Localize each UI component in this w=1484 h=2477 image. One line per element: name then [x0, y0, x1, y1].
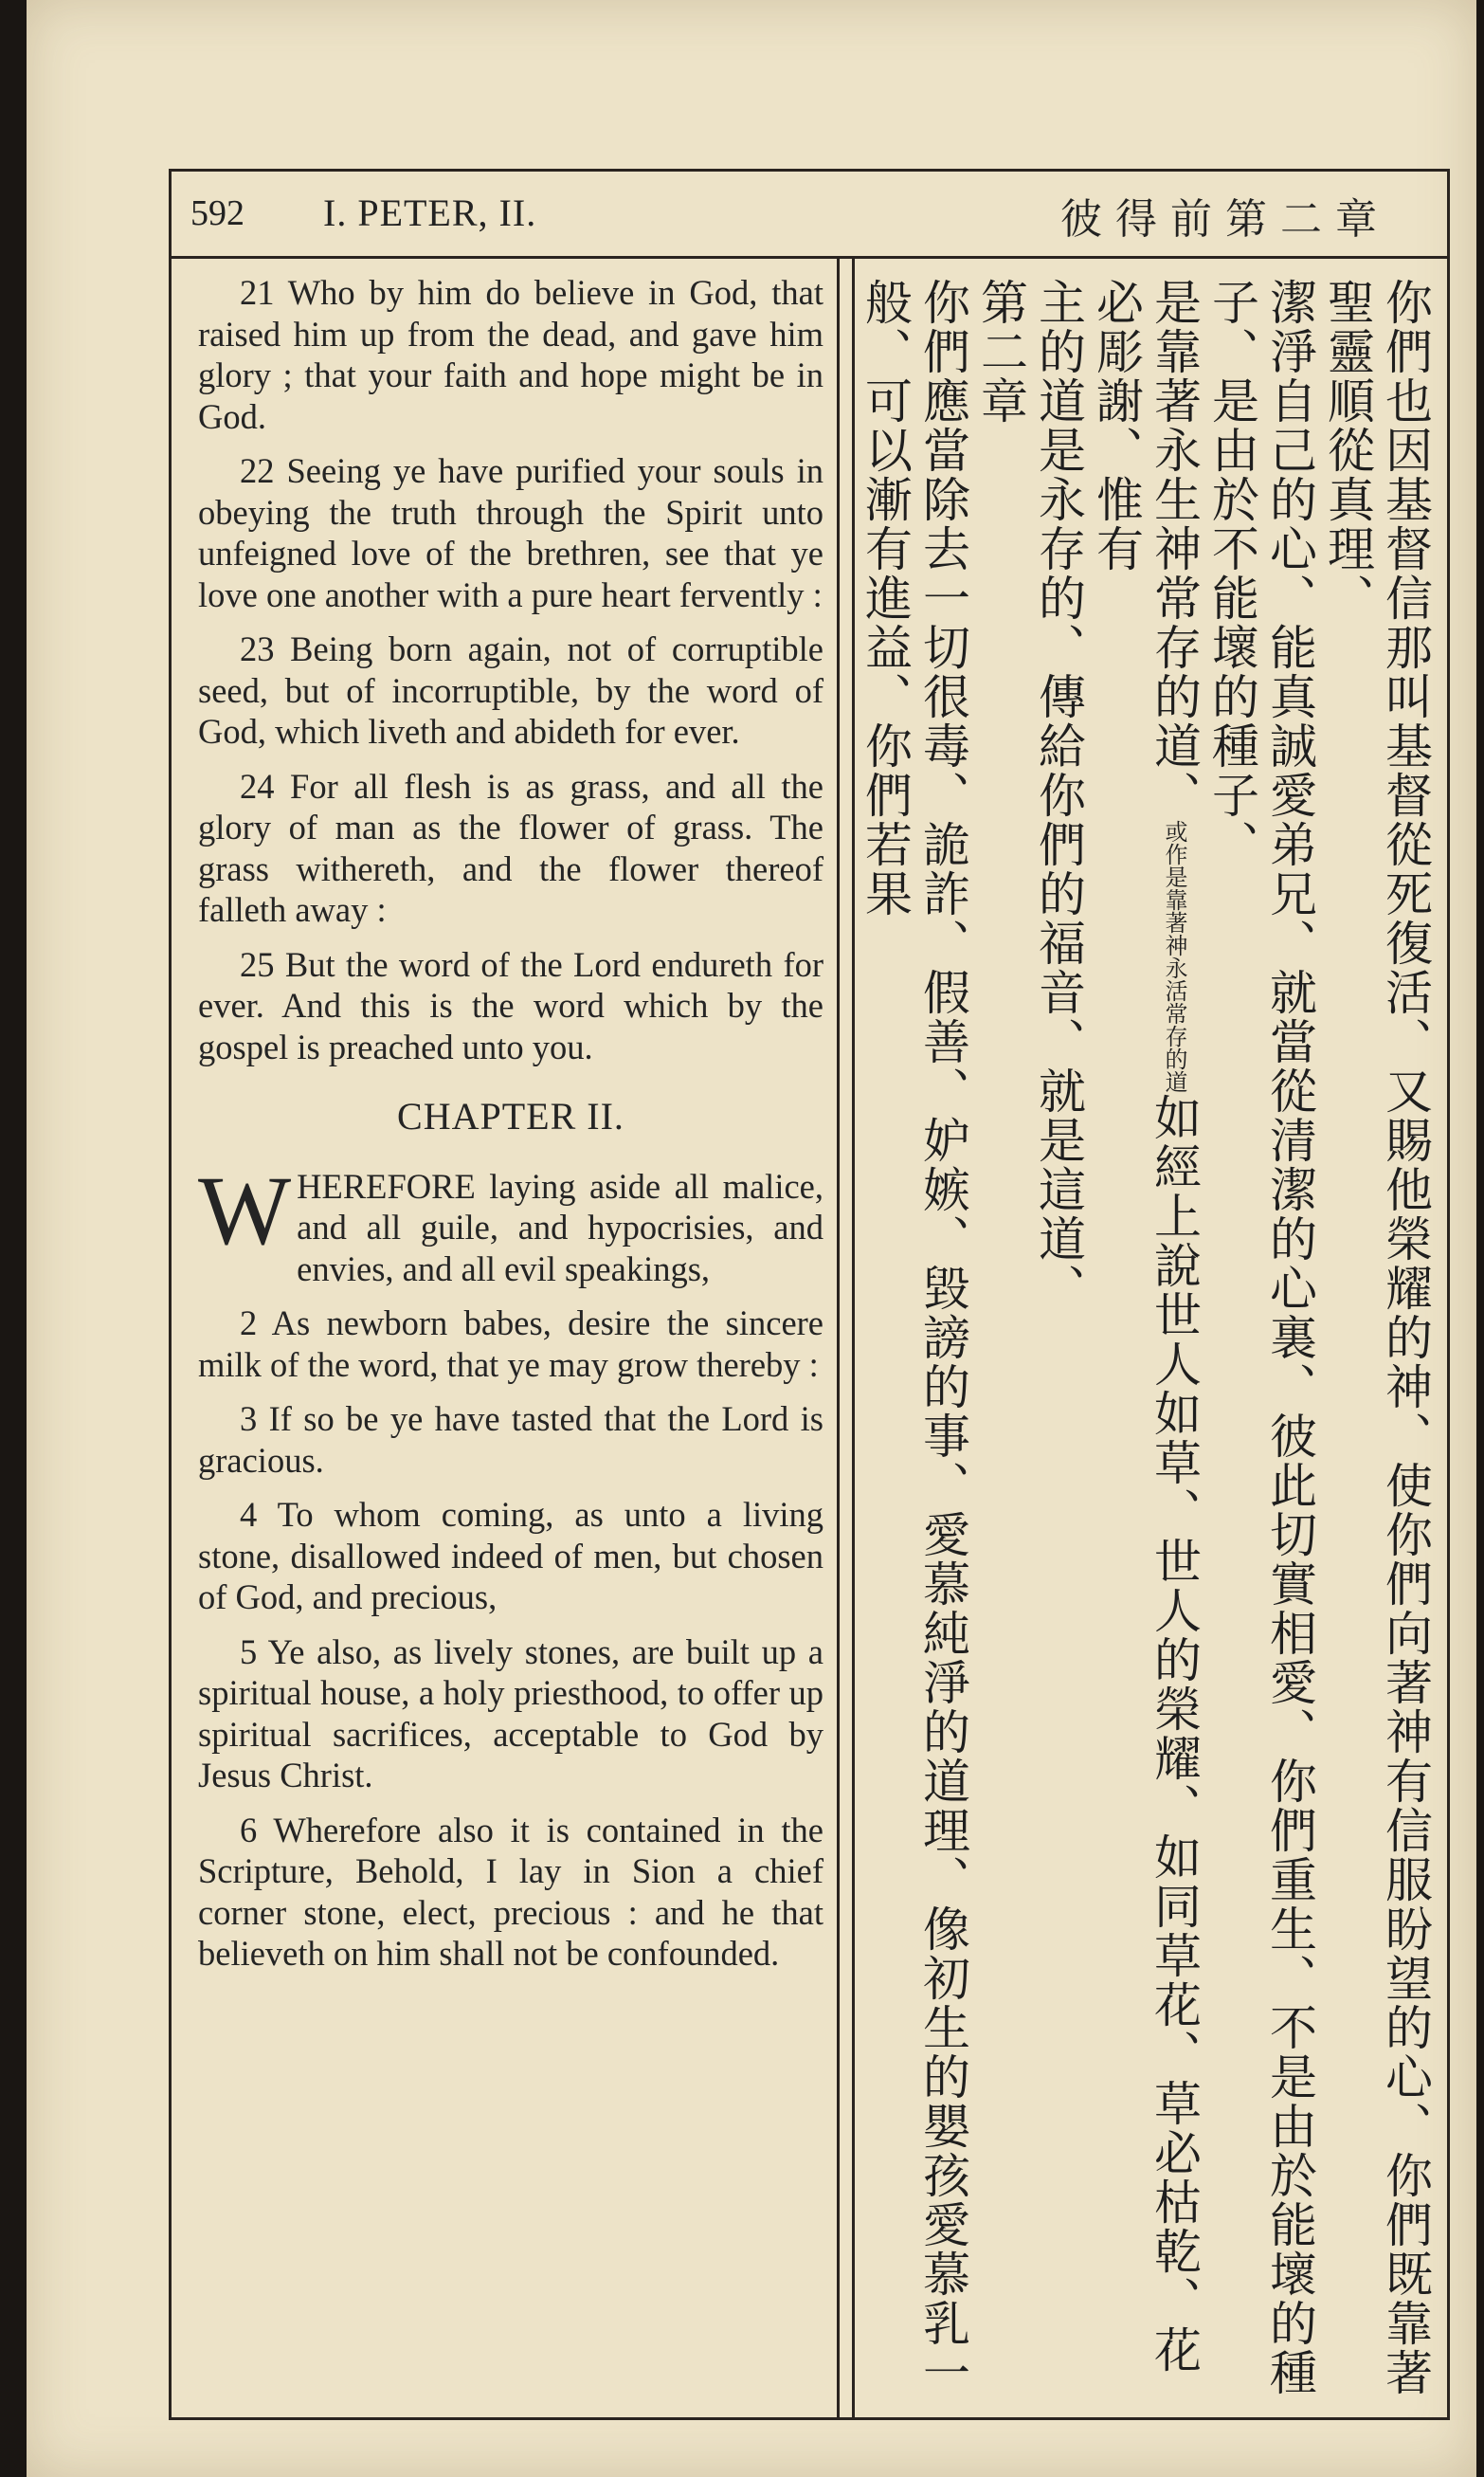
- verse-4: 4 To whom coming, as unto a living stone, disallowed indeed of men, but chosen of God, and precious,: [198, 1495, 823, 1616]
- chinese-line: 你們應當除去一切很毒、詭詐、假善、妒嫉、毀謗的事、愛慕純淨的道理、像初生的嬰孩愛慕乳一般、可以漸有進益、你們若果: [858, 278, 970, 2397]
- verse-22: 22 Seeing ye have purified your souls in obeying the truth through the Spirit unto unfeigned love of the brethren, see that ye love one another with a pure heart fervently :: [198, 451, 823, 614]
- verse-6: 6 Wherefore also it is contained in the Scripture, Behold, I lay in Sion a chief corner stone, elect, precious : and he that believeth on him shall not be confounded.: [198, 1810, 823, 1973]
- drop-cap: W: [198, 1156, 292, 1266]
- scanned-page: [27, 0, 1476, 2477]
- chinese-line: 潔淨自己的心、能真誠愛弟兄、就當從清潔的心裏、彼此切實相愛、你們重生、不是由於能壞的種子、是由於不能壞的種子、: [1204, 278, 1317, 2397]
- running-header: [172, 172, 1447, 259]
- verse-21: 21 Who by him do believe in God, that raised him up from the dead, and gave him glory ; that your faith and hope might be in God.: [198, 273, 823, 436]
- chinese-text: 如經上說世人如草、世人的榮耀、如同草花、草必枯乾、花必彫謝、惟有: [1089, 278, 1202, 2375]
- chapter-heading: CHAPTER II.: [397, 1095, 624, 1138]
- verse-24: 24 For all flesh is as grass, and all the glory of man as the flower of grass. The grass withereth, and the flower thereof falleth away :: [198, 766, 823, 929]
- chinese-text: 是靠著永生神常存的道、: [1147, 278, 1202, 820]
- verse-3: 3 If so be ye have tasted that the Lord is gracious.: [198, 1399, 823, 1480]
- verse-2: 2 As newborn babes, desire the sincere milk of the word, that ye may grow thereby :: [198, 1303, 823, 1384]
- verse-5: 5 Ye also, as lively stones, are built up a spiritual house, a holy priesthood, to offer up spiritual sacrifices, acceptable to God by Jesus Christ.: [198, 1631, 823, 1794]
- chinese-line: 主的道是永存的、傳給你們的福音、就是這道、: [1031, 278, 1086, 1313]
- chinese-line: [1087, 278, 1203, 2408]
- page-frame: [169, 169, 1450, 2420]
- chinese-note: 或作是靠著神永活常存的道: [1161, 820, 1187, 1093]
- column-divider: [852, 259, 855, 2417]
- verse-1-text: HEREFORE laying aside all malice, and all guile, and hypocrisies, and envies, and all evil speakings,: [297, 1166, 823, 1288]
- verse-1: [198, 1156, 823, 1290]
- book-title: I. PETER, II.: [323, 191, 537, 234]
- verse-25: 25 But the word of the Lord endureth for ever. And this is the word which by the gospel is preached unto you.: [198, 944, 823, 1066]
- chinese-chapter-heading: 第二章: [973, 278, 1028, 426]
- page-number: 592: [190, 193, 244, 233]
- chinese-column: [858, 259, 1447, 2417]
- verse-23: 23 Being born again, not of corruptible seed, but of incorruptible, by the word of God, which liveth and abideth for ever.: [198, 629, 823, 751]
- english-column: [172, 259, 840, 2417]
- chinese-line: 你們也因基督信那叫基督從死復活、又賜他榮耀的神、使你們向著神有信服盼望的心、你們既靠著聖靈順從真理、: [1320, 278, 1433, 2397]
- chinese-title: 彼得前第二章: [1060, 195, 1390, 244]
